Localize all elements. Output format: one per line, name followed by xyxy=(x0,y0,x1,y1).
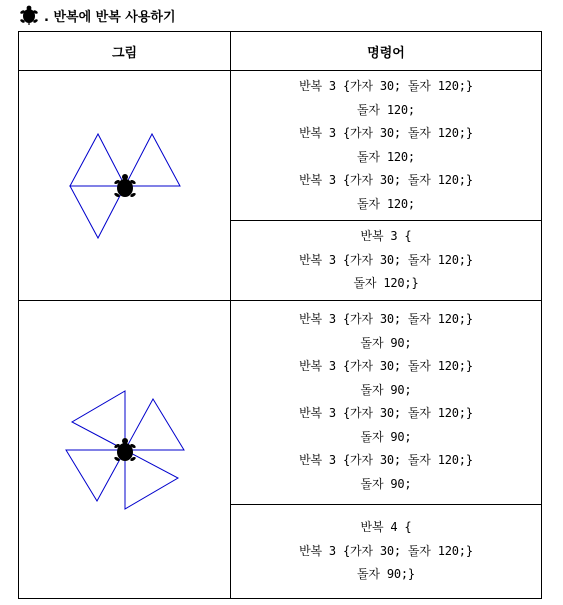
command-table xyxy=(18,31,542,599)
section-heading-text: . 반복에 반복 사용하기 xyxy=(44,9,176,25)
code-line: 돌자 120; xyxy=(357,196,415,211)
table-header-row xyxy=(19,32,542,71)
figure-cell xyxy=(19,301,231,599)
command-cell xyxy=(231,221,542,301)
code-line: 반복 3 {가자 30; 돌자 120;} xyxy=(299,406,473,421)
command-cell xyxy=(231,504,542,598)
four-triangles-figure xyxy=(45,370,205,530)
code-line: 반복 3 {가자 30; 돌자 120;} xyxy=(299,453,473,468)
code-line: 돌자 120; xyxy=(357,149,415,164)
code-line: 반복 3 {가자 30; 돌자 120;} xyxy=(299,359,473,374)
figure-cell xyxy=(19,71,231,301)
three-triangles-figure xyxy=(45,106,205,266)
code-line: 돌자 120;} xyxy=(353,276,419,291)
code-line: 돌자 120; xyxy=(357,102,415,117)
code-line: 반복 3 {가자 30; 돌자 120;} xyxy=(299,173,473,187)
header-figure: 그림 xyxy=(19,32,231,71)
table-row xyxy=(19,301,542,505)
code-line: 반복 3 {가자 30; 돌자 120;} xyxy=(299,79,473,93)
code-line: 반복 3 {가자 30; 돌자 120;} xyxy=(299,543,473,558)
command-cell xyxy=(231,71,542,221)
code-line: 돌자 90; xyxy=(360,476,412,491)
code-line: 반복 3 { xyxy=(360,229,412,244)
code-line: 반복 4 { xyxy=(360,520,412,535)
code-line: 반복 3 {가자 30; 돌자 120;} xyxy=(299,312,473,327)
section-heading xyxy=(18,4,176,26)
code-line: 돌자 90;} xyxy=(357,567,415,582)
turtle-icon xyxy=(18,5,40,25)
header-commands: 명령어 xyxy=(231,32,542,71)
code-line: 돌자 90; xyxy=(360,382,412,397)
table-row xyxy=(19,71,542,221)
code-line: 반복 3 {가자 30; 돌자 120;} xyxy=(299,126,473,140)
code-line: 반복 3 {가자 30; 돌자 120;} xyxy=(299,252,473,267)
code-line: 돌자 90; xyxy=(360,429,412,444)
command-cell xyxy=(231,301,542,505)
code-line: 돌자 90; xyxy=(360,335,412,350)
